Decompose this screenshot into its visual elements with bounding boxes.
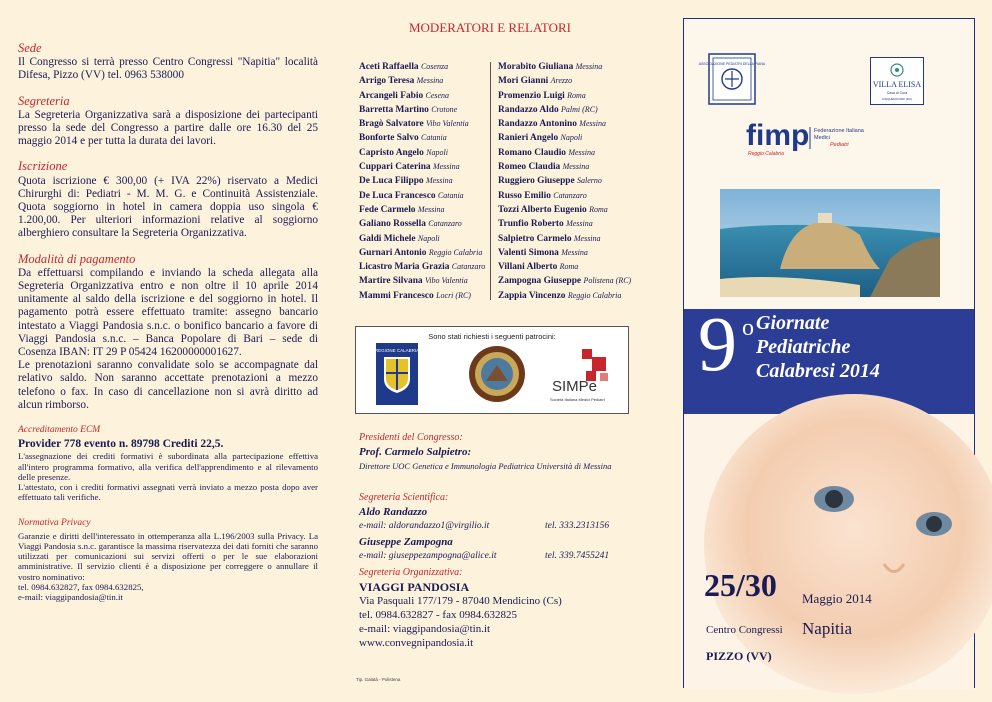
speaker-city: Roma <box>559 262 579 272</box>
speaker-city: Roma <box>589 204 608 214</box>
speaker-row <box>498 189 631 203</box>
speaker-city: Catania <box>420 133 447 143</box>
speaker-row <box>359 203 485 217</box>
speaker-name: Galiano Rossella <box>359 219 426 230</box>
speaker-name: Ruggiero Giuseppe <box>498 176 575 187</box>
segreteria-section <box>18 95 318 149</box>
tropea-photo <box>720 189 940 297</box>
speaker-name: Romeo Claudia <box>498 162 561 173</box>
speaker-row <box>359 246 485 260</box>
speaker-city: Palmi (RC) <box>561 104 598 114</box>
scientifica-name-1: Aldo Randazzo <box>359 506 428 518</box>
baby-photo <box>684 414 974 689</box>
patrocini-title: Sono stati richiesti i seguenti patrocini: <box>428 332 556 341</box>
simpe-name: SIMPe <box>552 378 598 395</box>
privacy-heading: Normativa Privacy <box>18 517 91 528</box>
speaker-name: Salpietro Carmelo <box>498 233 572 244</box>
speaker-city: Messina <box>561 247 588 257</box>
speaker-row <box>359 174 485 188</box>
speaker-name: Mammi Francesco <box>359 290 434 301</box>
modalita-heading: Modalità di pagamento <box>18 251 136 266</box>
speaker-city: Polistena (RC) <box>583 276 632 286</box>
ecm-section <box>18 424 318 502</box>
speaker-city: Catanzaro <box>553 190 587 200</box>
speaker-city: Messina <box>432 162 460 172</box>
speaker-name: Aceti Raffaella <box>359 62 419 72</box>
fimp-sub-2: Medici <box>814 135 830 141</box>
scientifica-email-2[interactable]: e-mail: giuseppezampogna@alice.it <box>359 551 497 561</box>
speaker-row <box>359 274 485 288</box>
speaker-city: Messina <box>416 76 444 86</box>
scientifica-name-2: Giuseppe Zampogna <box>359 536 453 548</box>
speaker-row <box>498 60 631 74</box>
speaker-name: Arcangeli Fabio <box>359 90 424 101</box>
speaker-row <box>498 174 631 188</box>
speaker-row <box>498 232 631 246</box>
speaker-name: Zampogna Giuseppe <box>498 276 582 287</box>
speaker-name: Russo Emilio <box>498 190 551 201</box>
speaker-row <box>359 289 485 303</box>
ecm-provider: Provider 778 evento n. 89798 Crediti 22,5. <box>18 438 224 451</box>
iscrizione-section <box>18 160 318 240</box>
scientifica-label: Segreteria Scientifica: <box>359 492 449 503</box>
speaker-city: Cosenza <box>420 62 449 71</box>
fimp-logo <box>742 119 882 159</box>
organizzativa-email[interactable]: e-mail: viaggipandosia@tin.it <box>359 623 491 635</box>
scientifica-tel-1: tel. 333.2313156 <box>545 521 610 531</box>
speaker-city: Napoli <box>417 233 440 243</box>
speaker-city: Vibo Valentia <box>424 276 468 286</box>
villa-elisa-name: VILLA ELISA <box>872 80 922 89</box>
villa-elisa-sub: Casa di Cura <box>886 91 908 95</box>
speaker-row <box>359 131 485 145</box>
venue-label: Centro Congressi <box>706 624 783 636</box>
speaker-city: Messina <box>573 233 601 243</box>
info-column <box>18 0 318 702</box>
event-dates: 25/30 <box>704 567 777 603</box>
speakers-list-1 <box>359 60 485 303</box>
speaker-row <box>498 146 631 160</box>
event-city: PIZZO (VV) <box>706 649 772 663</box>
fimp-text: fimp <box>746 119 810 152</box>
speaker-city: Messina <box>579 119 606 129</box>
speaker-row <box>359 146 485 160</box>
printer-credit: Tip. Galatà - Polistena <box>356 677 401 682</box>
speaker-city: Napoli <box>426 147 448 157</box>
fimp-region: Reggio Calabria <box>748 151 784 157</box>
province-seal-logo <box>468 345 526 403</box>
speaker-row <box>498 203 631 217</box>
speaker-city: Locri (RC) <box>436 290 471 300</box>
title-line-2: Pediatriche <box>756 336 851 358</box>
scientifica-email-1[interactable]: e-mail: aldorandazzo1@virgilio.it <box>359 521 490 531</box>
edition-degree: o <box>742 315 754 341</box>
speaker-city: Reggio Calabria <box>428 247 483 257</box>
fimp-sub-1: Federazione Italiana <box>814 128 864 134</box>
pediatri-piana-logo <box>698 53 766 105</box>
speaker-row <box>498 274 631 288</box>
speaker-city: Roma <box>567 90 586 100</box>
speaker-row <box>359 160 485 174</box>
speaker-row <box>498 217 631 231</box>
speaker-name: Randazzo Aldo <box>498 104 559 115</box>
speaker-city: Messina <box>425 176 453 186</box>
speaker-city: Catania <box>437 190 464 200</box>
speaker-city: Crotone <box>431 104 458 114</box>
speaker-city: Reggio Calabria <box>567 290 622 300</box>
speaker-row <box>359 189 485 203</box>
ecm-text-2: L'attestato, con i crediti formativi assegnati verrà inviato a mezzo posta dopo aver effettuato tali verifiche. <box>18 482 318 503</box>
speaker-city: Catanzaro <box>428 219 462 229</box>
speaker-row <box>498 117 631 131</box>
organizzativa-address: Via Pasquali 177/179 - 87040 Mendicino (Cs) <box>359 595 562 607</box>
organizzativa-tel: tel. 0984.632827 - fax 0984.632825 <box>359 609 517 621</box>
speaker-name: Capristo Angelo <box>359 147 424 158</box>
speaker-name: Licastro Maria Grazia <box>359 262 450 273</box>
speaker-row <box>359 217 485 231</box>
organizzativa-name: VIAGGI PANDOSIA <box>359 580 470 594</box>
presidenti-label: Presidenti del Congresso: <box>359 432 463 443</box>
privacy-text: Garanzie e diritti dell'interessato in ottemperanza alla L.196/2003 sulla Privacy. La Viaggi Pandosia s.n.c. garantisce la massima riservatezza dei dati forniti che saranno utilizzati per comunicazioni sui servizi offerti o per le sue elaborazioni amministrative. Il servizio clienti è a disposizione per correggere o annullare il vostro nominativo: <box>18 530 318 582</box>
speaker-row <box>498 89 631 103</box>
presidente-name: Prof. Carmelo Salpietro: <box>359 446 472 458</box>
cover-panel <box>683 18 975 688</box>
iscrizione-text: Quota iscrizione € 300,00 (+ IVA 22%) riservato a Medici Chirurghi di: Pediatri - M. M. G. e Continuità Assistenziale. Quota soggiorno in hotel in camera doppia uso singola € 1.200,00. Per ulteriori informazioni relative al soggiorno alberghiero consultare la Segreteria Organizzativa. <box>18 174 318 240</box>
simpe-logo <box>546 345 622 405</box>
modalita-section <box>18 253 318 412</box>
speaker-name: Fede Carmelo <box>359 204 416 215</box>
speaker-row <box>359 89 485 103</box>
speaker-name: Galdi Michele <box>359 233 416 244</box>
sede-text: Il Congresso si terrà presso Centro Congressi "Napitia" località Difesa, Pizzo (VV) tel. 0963 538000 <box>18 56 318 82</box>
speaker-row <box>498 289 631 303</box>
speaker-city: Messina <box>575 62 603 71</box>
speaker-city: Vibo Valentia <box>426 119 469 129</box>
speaker-name: Tozzi Alberto Eugenio <box>498 204 587 215</box>
speaker-name: Randazzo Antonino <box>498 119 577 130</box>
speaker-name: Romano Claudio <box>498 147 566 158</box>
simpe-sub: Società Italiana Medici Pediatri <box>550 397 605 402</box>
speaker-name: Promenzio Luigi <box>498 90 565 101</box>
speaker-name: Martire Silvana <box>359 276 423 287</box>
title-line-3: Calabresi 2014 <box>756 360 880 382</box>
speaker-name: De Luca Francesco <box>359 190 436 201</box>
speaker-name: Valenti Simona <box>498 247 559 258</box>
speaker-city: Messina <box>566 219 593 229</box>
speaker-name: Morabito Giuliana <box>498 62 574 72</box>
speaker-row <box>498 74 631 88</box>
speaker-name: Trunfio Roberto <box>498 219 564 230</box>
segreteria-heading: Segreteria <box>18 93 70 108</box>
speaker-city: Napoli <box>560 133 583 143</box>
organizzativa-label: Segreteria Organizzativa: <box>359 567 463 578</box>
regione-text: REGIONE CALABRIA <box>374 348 420 353</box>
scientifica-tel-2: tel. 339.7455241 <box>545 551 610 561</box>
villa-elisa-logo <box>870 57 924 105</box>
iscrizione-heading: Iscrizione <box>18 159 68 174</box>
speaker-row <box>359 260 485 274</box>
organizzativa-web[interactable]: www.convegnipandosia.it <box>359 637 474 649</box>
speaker-name: Mori Gianni <box>498 76 549 87</box>
edition-number: 9 <box>698 300 737 387</box>
fimp-sub-3: Pediatri <box>830 142 849 148</box>
speakers-list-2 <box>498 60 631 303</box>
speaker-row <box>498 160 631 174</box>
modalita-text-2: Le prenotazioni saranno convalidate solo se accompagnate dal relativo saldo. Non saranno accettate prenotazioni a mezzo telefono o fax. In caso di cancellazione non si avrà diritto ad alcun rimborso. <box>18 359 318 411</box>
speaker-city: Messina <box>568 147 595 157</box>
presidente-role: Direttore UOC Genetica e Immunologia Pediatrica Università di Messina <box>359 461 612 471</box>
speakers-column <box>355 0 645 702</box>
modalita-text: Da effettuarsi compilando e inviando la scheda allegata alla Segreteria Organizzativa entro e non oltre il 10 aprile 2014 unitamente al saldo della iscrizione e del soggiorno in hotel. Il pagamento potrà essere effettuato tramite: assegno bancario intestato a Viaggi Pandosia s.n.c. o bonifico bancario a favore di Viaggi Pandosia s.n.c. – Banca Popolare di Bari – sede di Cosenza IBAN: IT 29 P 05424 16200000001627. <box>18 266 318 359</box>
privacy-tel: tel. 0984.632827, fax 0984.632825, <box>18 581 144 592</box>
speaker-city: Salerno <box>577 176 602 186</box>
speaker-name: Gurnari Antonio <box>359 247 427 258</box>
speaker-name: Ranieri Angelo <box>498 133 559 144</box>
ecm-heading: Accreditamento ECM <box>18 425 101 436</box>
speaker-city: Arezzo <box>550 76 573 86</box>
column-divider <box>490 62 491 300</box>
moderatori-title: MODERATORI E RELATORI <box>408 20 572 35</box>
speaker-row <box>498 103 631 117</box>
speaker-name: Cuppari Caterina <box>359 162 431 173</box>
speaker-row <box>359 74 485 88</box>
speaker-row <box>359 103 485 117</box>
speaker-row <box>498 246 631 260</box>
sede-section <box>18 42 318 83</box>
speaker-row <box>359 60 485 74</box>
event-month: Maggio 2014 <box>802 591 872 606</box>
speaker-city: Catanzaro <box>451 262 486 272</box>
patrocini-box <box>355 326 629 414</box>
title-line-1: Giornate <box>756 312 830 334</box>
speaker-city: Messina <box>417 204 445 214</box>
regione-calabria-logo <box>376 343 418 405</box>
speaker-name: Villani Alberto <box>498 262 558 273</box>
ecm-text: L'assegnazione dei crediti formativi è subordinata alla partecipazione effettiva all'intero programma formativo, alla verifica dell'apprendimento e al rilevamento delle presenze. <box>18 451 318 482</box>
pediatri-piana-text: ASSOCIAZIONE PEDIATRI DELLA PIANA <box>698 62 766 66</box>
segreteria-text: La Segreteria Organizzativa sarà a disposizione dei partecipanti presso la sede del Congresso a partire dalle ore 16.30 del 25 maggio 2014 e per tutta la durata dei lavori. <box>18 108 318 148</box>
speaker-row <box>498 260 631 274</box>
speaker-name: De Luca Filippo <box>359 176 424 187</box>
villa-elisa-city: CINQUEFRONDI (RC) <box>881 97 913 101</box>
privacy-email: e-mail: viaggipandosia@tin.it <box>18 591 123 602</box>
privacy-section <box>18 517 318 603</box>
sede-heading: Sede <box>18 41 42 55</box>
speaker-city: Messina <box>562 162 590 172</box>
speaker-name: Zappia Vincenzo <box>498 290 566 301</box>
speaker-row <box>498 131 631 145</box>
speaker-name: Barretta Martino <box>359 104 429 115</box>
venue-name: Napitia <box>802 619 853 638</box>
speaker-city: Cesena <box>425 90 450 100</box>
speaker-name: Bragò Salvatore <box>359 119 424 130</box>
speaker-name: Arrigo Teresa <box>359 76 415 87</box>
speaker-name: Bonforte Salvo <box>359 133 419 144</box>
speaker-row <box>359 117 485 131</box>
speaker-row <box>359 232 485 246</box>
